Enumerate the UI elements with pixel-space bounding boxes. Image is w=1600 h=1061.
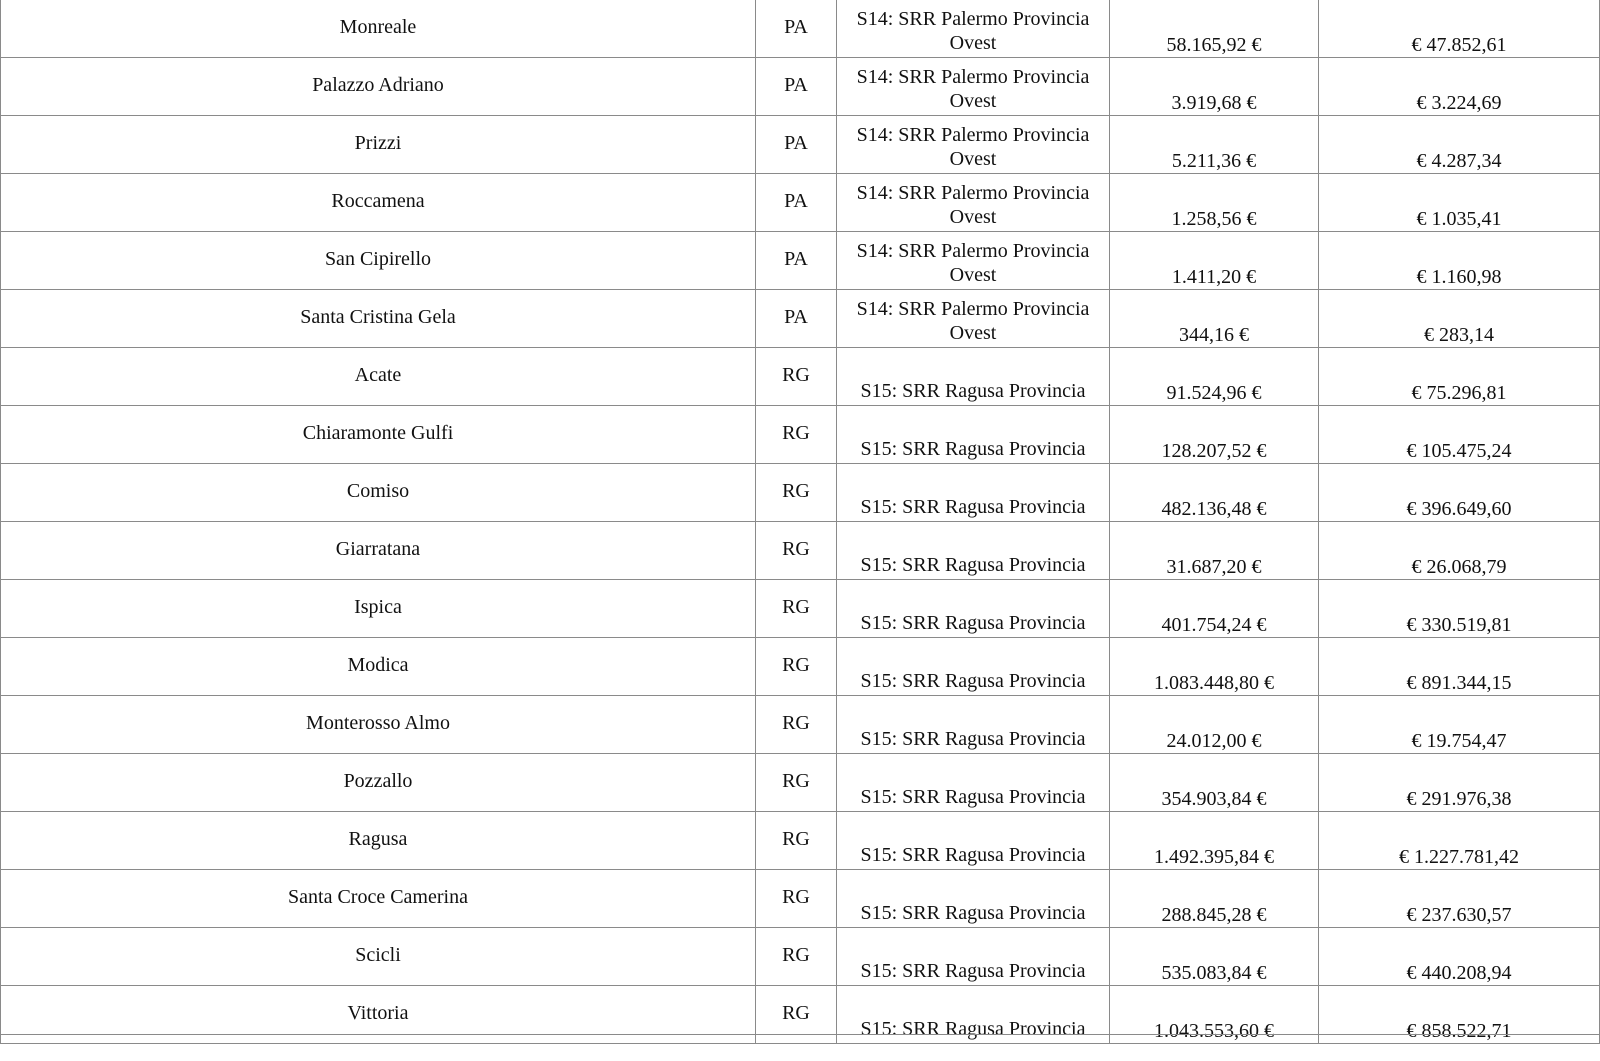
srr-cell bbox=[837, 232, 1110, 290]
share-cell: € 237.630,57 bbox=[1319, 870, 1600, 928]
province-cell: PA bbox=[756, 116, 837, 174]
table-row bbox=[1, 174, 1600, 232]
table-row bbox=[1, 928, 1600, 986]
srr-line: S15: SRR Ragusa Provincia bbox=[860, 380, 1086, 402]
share-cell: € 3.224,69 bbox=[1319, 58, 1600, 116]
amount-cell: 128.207,52 € bbox=[1110, 406, 1319, 464]
table-row bbox=[1, 812, 1600, 870]
srr-line: S14: SRR Palermo Provincia bbox=[856, 8, 1090, 30]
comune-cell: Palazzo Adriano bbox=[1, 58, 756, 116]
table-row bbox=[1, 348, 1600, 406]
amount-cell: 5.211,36 € bbox=[1110, 116, 1319, 174]
comune-cell: Scicli bbox=[1, 928, 756, 986]
province-cell: RG bbox=[756, 928, 837, 986]
comune-cell: Ragusa bbox=[1, 812, 756, 870]
share-cell: € 440.208,94 bbox=[1319, 928, 1600, 986]
province-cell: RG bbox=[756, 754, 837, 812]
province-cell: RG bbox=[756, 986, 837, 1044]
amount-cell: 31.687,20 € bbox=[1110, 522, 1319, 580]
srr-line: S15: SRR Ragusa Provincia bbox=[860, 438, 1086, 460]
amount-cell: 91.524,96 € bbox=[1110, 348, 1319, 406]
share-cell: € 396.649,60 bbox=[1319, 464, 1600, 522]
srr-line: S15: SRR Ragusa Provincia bbox=[860, 612, 1086, 634]
share-cell: € 1.160,98 bbox=[1319, 232, 1600, 290]
comune-cell: Giarratana bbox=[1, 522, 756, 580]
comune-cell: Chiaramonte Gulfi bbox=[1, 406, 756, 464]
table-row bbox=[1, 58, 1600, 116]
srr-line: S14: SRR Palermo Provincia bbox=[856, 240, 1090, 262]
table-row bbox=[1, 638, 1600, 696]
province-cell: PA bbox=[756, 290, 837, 348]
share-cell: € 291.976,38 bbox=[1319, 754, 1600, 812]
amount-cell: 354.903,84 € bbox=[1110, 754, 1319, 812]
srr-line: Ovest bbox=[949, 322, 997, 344]
province-cell: RG bbox=[756, 580, 837, 638]
comune-cell: Modica bbox=[1, 638, 756, 696]
province-cell: PA bbox=[756, 0, 837, 58]
srr-line: S15: SRR Ragusa Provincia bbox=[860, 960, 1086, 982]
srr-line: Ovest bbox=[949, 148, 997, 170]
amount-cell: 1.043.553,60 € bbox=[1110, 986, 1319, 1044]
share-cell: € 1.227.781,42 bbox=[1319, 812, 1600, 870]
srr-cell bbox=[837, 348, 1110, 406]
srr-line: S14: SRR Palermo Provincia bbox=[856, 124, 1090, 146]
srr-line: Ovest bbox=[949, 32, 997, 54]
srr-line: S15: SRR Ragusa Provincia bbox=[860, 1018, 1086, 1040]
amount-cell: 24.012,00 € bbox=[1110, 696, 1319, 754]
table-row bbox=[1, 406, 1600, 464]
comune-cell: San Cipirello bbox=[1, 232, 756, 290]
province-cell: RG bbox=[756, 464, 837, 522]
srr-line: Ovest bbox=[949, 264, 997, 286]
share-cell: € 105.475,24 bbox=[1319, 406, 1600, 464]
srr-cell bbox=[837, 464, 1110, 522]
amount-cell: 288.845,28 € bbox=[1110, 870, 1319, 928]
comune-cell: Prizzi bbox=[1, 116, 756, 174]
province-cell: RG bbox=[756, 812, 837, 870]
table-body bbox=[1, 0, 1600, 1044]
share-cell: € 19.754,47 bbox=[1319, 696, 1600, 754]
table-bottom-rule bbox=[0, 1034, 1600, 1061]
srr-cell bbox=[837, 0, 1110, 58]
province-cell: PA bbox=[756, 232, 837, 290]
amount-cell: 482.136,48 € bbox=[1110, 464, 1319, 522]
province-cell: RG bbox=[756, 696, 837, 754]
amount-cell: 1.492.395,84 € bbox=[1110, 812, 1319, 870]
comune-cell: Santa Croce Camerina bbox=[1, 870, 756, 928]
srr-cell bbox=[837, 58, 1110, 116]
province-cell: RG bbox=[756, 348, 837, 406]
province-cell: PA bbox=[756, 58, 837, 116]
amount-cell: 1.411,20 € bbox=[1110, 232, 1319, 290]
amount-cell: 344,16 € bbox=[1110, 290, 1319, 348]
share-cell: € 4.287,34 bbox=[1319, 116, 1600, 174]
amount-cell: 401.754,24 € bbox=[1110, 580, 1319, 638]
amount-cell: 1.258,56 € bbox=[1110, 174, 1319, 232]
comune-cell: Monterosso Almo bbox=[1, 696, 756, 754]
srr-cell bbox=[837, 580, 1110, 638]
table-row bbox=[1, 232, 1600, 290]
province-cell: PA bbox=[756, 174, 837, 232]
srr-line: S14: SRR Palermo Provincia bbox=[856, 66, 1090, 88]
amount-cell: 1.083.448,80 € bbox=[1110, 638, 1319, 696]
comune-cell: Roccamena bbox=[1, 174, 756, 232]
table-row bbox=[1, 464, 1600, 522]
srr-cell bbox=[837, 754, 1110, 812]
comune-cell: Pozzallo bbox=[1, 754, 756, 812]
table-row bbox=[1, 522, 1600, 580]
table-row bbox=[1, 116, 1600, 174]
comune-cell: Acate bbox=[1, 348, 756, 406]
table-row bbox=[1, 696, 1600, 754]
comune-cell: Santa Cristina Gela bbox=[1, 290, 756, 348]
table-row bbox=[1, 754, 1600, 812]
srr-cell bbox=[837, 522, 1110, 580]
srr-cell bbox=[837, 406, 1110, 464]
share-cell: € 891.344,15 bbox=[1319, 638, 1600, 696]
province-cell: RG bbox=[756, 638, 837, 696]
share-cell: € 1.035,41 bbox=[1319, 174, 1600, 232]
srr-line: Ovest bbox=[949, 206, 997, 228]
srr-line: S15: SRR Ragusa Provincia bbox=[860, 902, 1086, 924]
srr-cell bbox=[837, 638, 1110, 696]
share-cell: € 283,14 bbox=[1319, 290, 1600, 348]
srr-cell bbox=[837, 116, 1110, 174]
srr-cell bbox=[837, 290, 1110, 348]
table-row bbox=[1, 0, 1600, 58]
srr-line: S15: SRR Ragusa Provincia bbox=[860, 844, 1086, 866]
comune-cell: Monreale bbox=[1, 0, 756, 58]
srr-cell bbox=[837, 812, 1110, 870]
amount-cell: 535.083,84 € bbox=[1110, 928, 1319, 986]
amount-cell: 3.919,68 € bbox=[1110, 58, 1319, 116]
table-row bbox=[1, 580, 1600, 638]
srr-cell bbox=[837, 928, 1110, 986]
srr-line: S15: SRR Ragusa Provincia bbox=[860, 728, 1086, 750]
srr-line: S14: SRR Palermo Provincia bbox=[856, 182, 1090, 204]
srr-line: S15: SRR Ragusa Provincia bbox=[860, 496, 1086, 518]
share-cell: € 330.519,81 bbox=[1319, 580, 1600, 638]
srr-line: S15: SRR Ragusa Provincia bbox=[860, 554, 1086, 576]
province-cell: RG bbox=[756, 522, 837, 580]
share-cell: € 26.068,79 bbox=[1319, 522, 1600, 580]
srr-cell bbox=[837, 174, 1110, 232]
srr-cell bbox=[837, 870, 1110, 928]
srr-cell bbox=[837, 696, 1110, 754]
share-cell: € 858.522,71 bbox=[1319, 986, 1600, 1044]
comune-cell: Ispica bbox=[1, 580, 756, 638]
province-cell: RG bbox=[756, 406, 837, 464]
srr-line: S15: SRR Ragusa Provincia bbox=[860, 786, 1086, 808]
table-row bbox=[1, 290, 1600, 348]
share-cell: € 47.852,61 bbox=[1319, 0, 1600, 58]
amount-cell: 58.165,92 € bbox=[1110, 0, 1319, 58]
srr-line: S14: SRR Palermo Provincia bbox=[856, 298, 1090, 320]
srr-line: Ovest bbox=[949, 90, 997, 112]
srr-line: S15: SRR Ragusa Provincia bbox=[860, 670, 1086, 692]
table-row bbox=[1, 870, 1600, 928]
share-cell: € 75.296,81 bbox=[1319, 348, 1600, 406]
comune-cell: Comiso bbox=[1, 464, 756, 522]
province-cell: RG bbox=[756, 870, 837, 928]
comune-cell: Vittoria bbox=[1, 986, 756, 1044]
